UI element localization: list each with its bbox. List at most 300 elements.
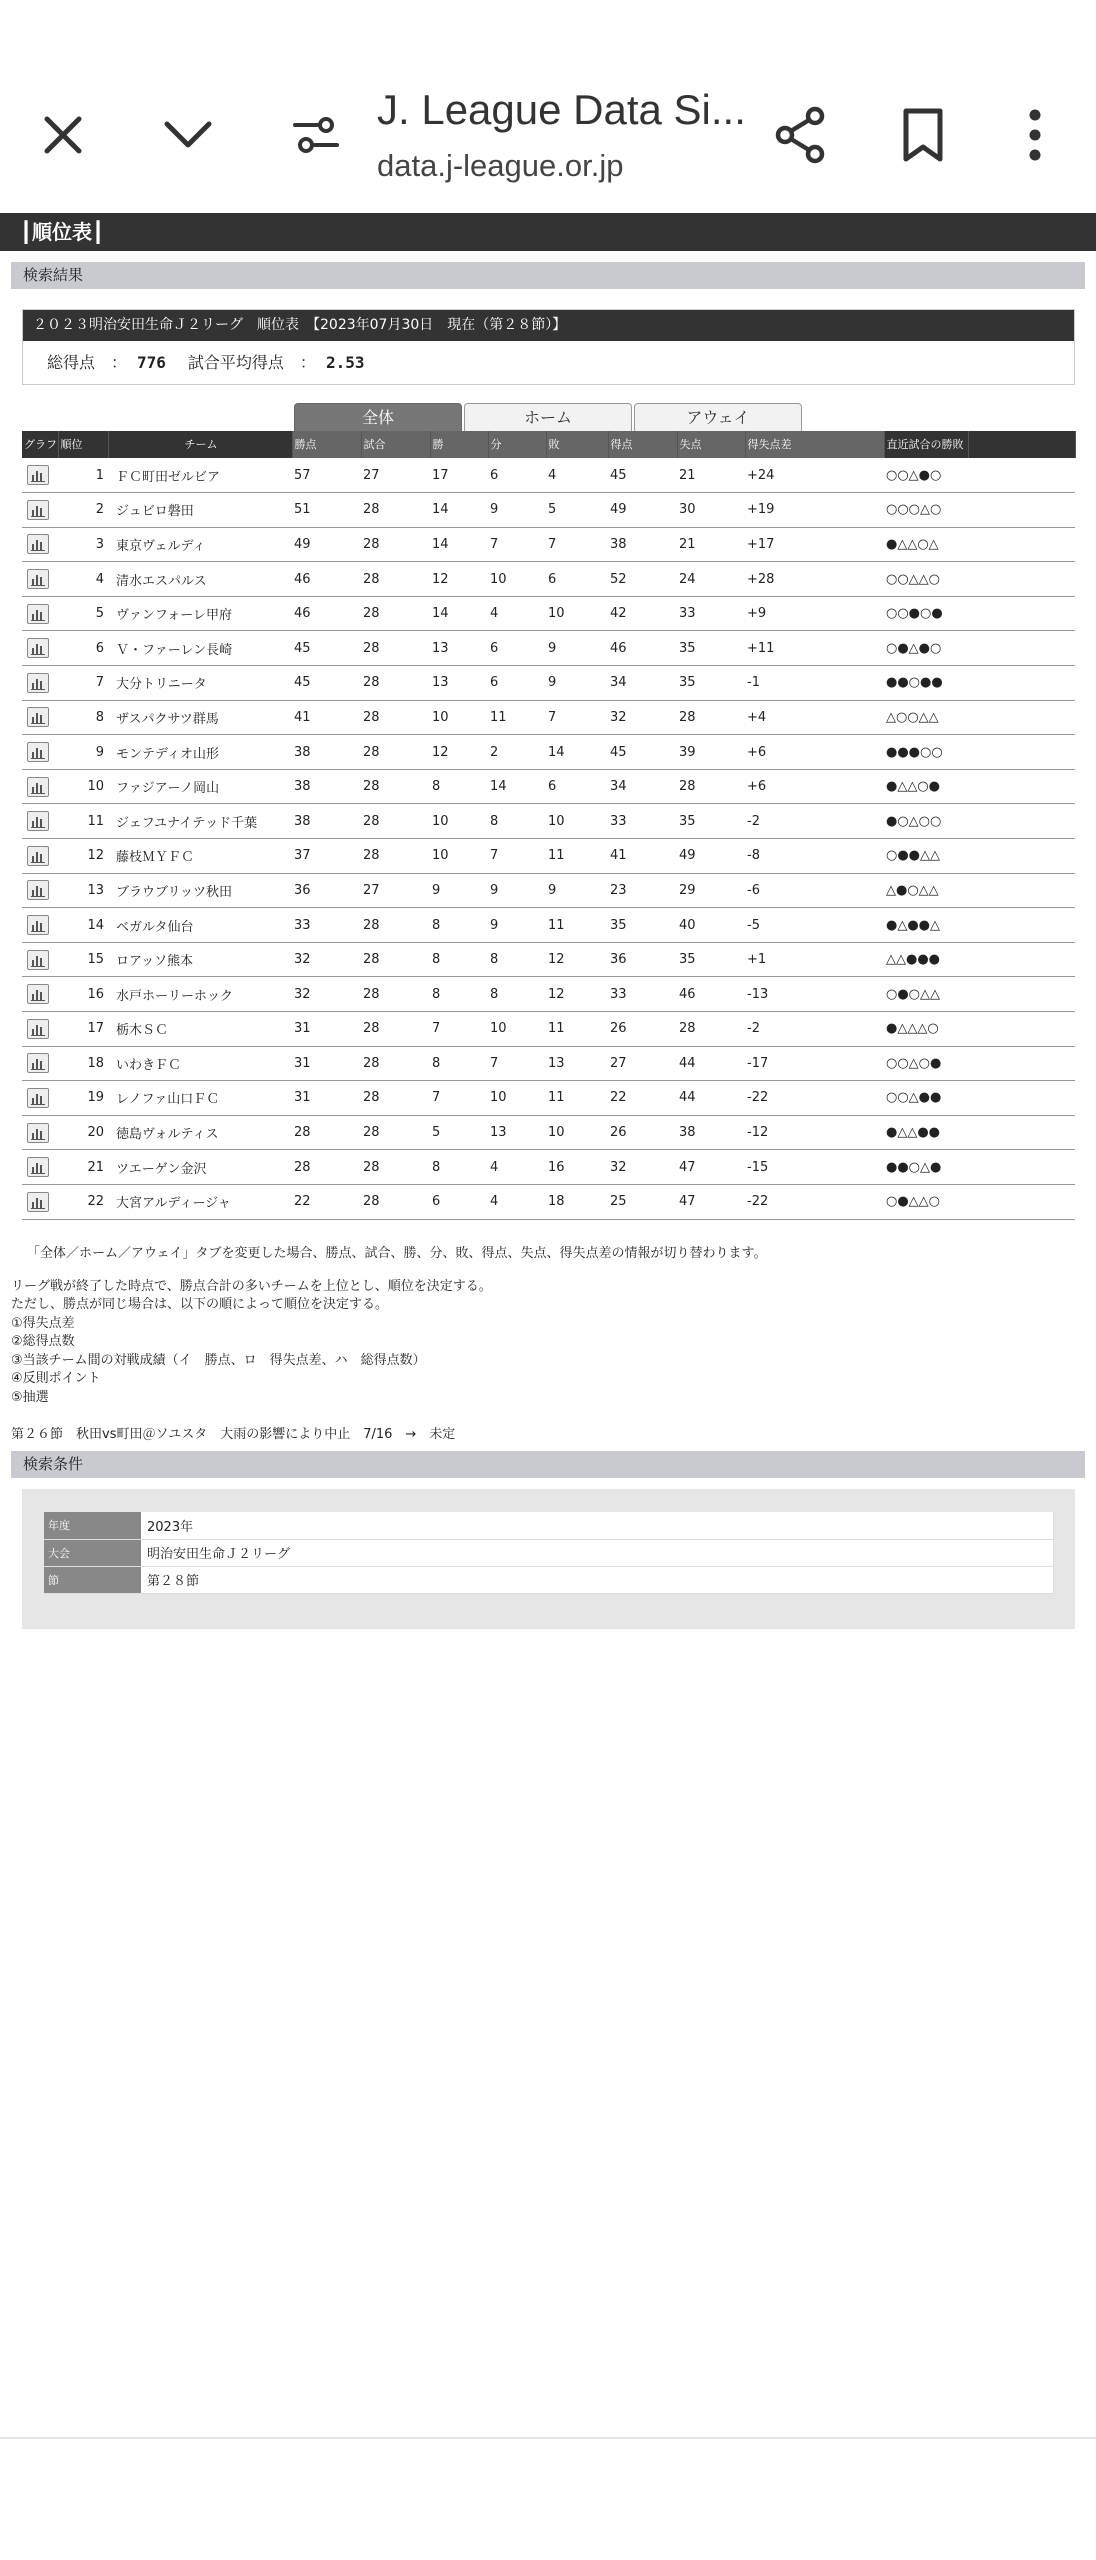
table-row	[22, 873, 1075, 908]
team-name[interactable]: 大宮アルディージャ	[108, 1184, 292, 1219]
graph-icon[interactable]	[27, 673, 49, 693]
recent-form-cell: △○○△△	[884, 700, 968, 735]
games-cell: 28	[361, 735, 430, 770]
draws-cell: 13	[488, 1115, 546, 1150]
recent-form-cell: ●●○●●	[884, 666, 968, 701]
games-cell: 28	[361, 493, 430, 528]
goals-for-cell: 34	[608, 769, 677, 804]
graph-cell	[22, 1184, 58, 1219]
goals-against-cell: 47	[677, 1184, 745, 1219]
graph-icon[interactable]	[27, 604, 49, 624]
losses-cell: 16	[546, 1150, 608, 1185]
team-name[interactable]: ジェフユナイテッド千葉	[108, 804, 292, 839]
rule-item: ⑤抽選	[11, 1389, 49, 1405]
graph-cell	[22, 769, 58, 804]
graph-icon[interactable]	[27, 1157, 49, 1177]
rank-cell: 16	[58, 977, 108, 1012]
tab-overall[interactable]: 全体	[294, 403, 462, 431]
team-name[interactable]: Ｖ・ファーレン長崎	[108, 631, 292, 666]
recent-form-cell: ○○△●○	[884, 458, 968, 493]
condition-row	[44, 1539, 1054, 1566]
graph-icon[interactable]	[27, 950, 49, 970]
goals-against-cell: 44	[677, 1046, 745, 1081]
notes-block	[11, 1245, 1081, 1407]
goals-against-cell: 21	[677, 458, 745, 493]
goal-difference-cell: -5	[745, 908, 884, 943]
draws-cell: 10	[488, 1012, 546, 1047]
rank-cell: 20	[58, 1115, 108, 1150]
browser-toolbar	[0, 0, 1096, 210]
goals-for-cell: 42	[608, 596, 677, 631]
search-conditions-label: 検索条件	[11, 1451, 1085, 1478]
goals-for-cell: 38	[608, 527, 677, 562]
rule-item: ①得失点差	[11, 1315, 75, 1331]
page-title[interactable]: J. League Data Si...	[377, 86, 746, 133]
page-settings-icon[interactable]	[283, 102, 349, 168]
goals-against-cell: 35	[677, 666, 745, 701]
table-row	[22, 527, 1075, 562]
recent-form-cell: ●△△△○	[884, 1012, 968, 1047]
graph-cell	[22, 596, 58, 631]
losses-cell: 18	[546, 1184, 608, 1219]
draws-cell: 2	[488, 735, 546, 770]
team-name[interactable]: ロアッソ熊本	[108, 942, 292, 977]
graph-icon[interactable]	[27, 638, 49, 658]
goal-difference-cell: -22	[745, 1081, 884, 1116]
graph-icon[interactable]	[27, 1088, 49, 1108]
avg-goals-value: 2.53	[325, 353, 365, 372]
table-row	[22, 631, 1075, 666]
graph-icon[interactable]	[27, 534, 49, 554]
graph-icon[interactable]	[27, 569, 49, 589]
points-cell: 49	[292, 527, 361, 562]
graph-icon[interactable]	[27, 742, 49, 762]
recent-form-cell: ●△△○●	[884, 769, 968, 804]
team-name[interactable]: ブラウブリッツ秋田	[108, 873, 292, 908]
recent-form-cell: ○○△●●	[884, 1081, 968, 1116]
standings-body	[22, 458, 1075, 1219]
rank-cell: 15	[58, 942, 108, 977]
recent-form-cell: ○○○△○	[884, 493, 968, 528]
view-tabs	[294, 403, 804, 431]
graph-icon[interactable]	[27, 465, 49, 485]
col-goal-difference[interactable]: 得失点差	[745, 431, 884, 458]
search-results-label: 検索結果	[11, 262, 1085, 289]
summary-title: ２０２３明治安田生命Ｊ２リーグ 順位表 【2023年07月30日 現在（第２８節）】	[23, 310, 1074, 341]
wins-cell: 10	[430, 804, 488, 839]
blank-cell	[968, 873, 1075, 908]
goal-difference-cell: +17	[745, 527, 884, 562]
graph-icon[interactable]	[27, 1123, 49, 1143]
points-cell: 22	[292, 1184, 361, 1219]
table-row	[22, 1012, 1075, 1047]
table-row	[22, 1046, 1075, 1081]
goals-against-cell: 33	[677, 596, 745, 631]
games-cell: 28	[361, 977, 430, 1012]
col-losses[interactable]: 敗	[546, 431, 608, 458]
goal-difference-cell: +4	[745, 700, 884, 735]
more-options-icon[interactable]	[1000, 100, 1070, 170]
draws-cell: 4	[488, 1184, 546, 1219]
goals-for-cell: 26	[608, 1012, 677, 1047]
condition-key: 大会	[44, 1539, 141, 1566]
graph-cell	[22, 735, 58, 770]
rank-cell: 1	[58, 458, 108, 493]
blank-cell	[968, 769, 1075, 804]
draws-cell: 4	[488, 596, 546, 631]
graph-icon[interactable]	[27, 1053, 49, 1073]
goals-against-cell: 28	[677, 1012, 745, 1047]
draws-cell: 9	[488, 873, 546, 908]
draws-cell: 11	[488, 700, 546, 735]
goal-difference-cell: +9	[745, 596, 884, 631]
rank-cell: 3	[58, 527, 108, 562]
points-cell: 41	[292, 700, 361, 735]
close-icon[interactable]	[30, 102, 96, 168]
blank-cell	[968, 1081, 1075, 1116]
bookmark-icon[interactable]	[888, 100, 958, 170]
wins-cell: 8	[430, 977, 488, 1012]
points-cell: 37	[292, 839, 361, 874]
goals-for-cell: 49	[608, 493, 677, 528]
recent-form-cell: ○○△○●	[884, 1046, 968, 1081]
rank-cell: 19	[58, 1081, 108, 1116]
page-heading: ┃順位表┃	[0, 213, 1096, 251]
goal-difference-cell: -13	[745, 977, 884, 1012]
losses-cell: 9	[546, 666, 608, 701]
col-games[interactable]: 試合	[361, 431, 430, 458]
team-name[interactable]: ベガルタ仙台	[108, 908, 292, 943]
blank-cell	[968, 942, 1075, 977]
team-name[interactable]: ツエーゲン金沢	[108, 1150, 292, 1185]
losses-cell: 11	[546, 1081, 608, 1116]
goals-against-cell: 28	[677, 700, 745, 735]
goals-against-cell: 29	[677, 873, 745, 908]
losses-cell: 11	[546, 908, 608, 943]
goal-difference-cell: +19	[745, 493, 884, 528]
goals-for-cell: 33	[608, 804, 677, 839]
graph-icon[interactable]	[27, 707, 49, 727]
col-team[interactable]: チーム	[108, 431, 292, 458]
games-cell: 28	[361, 1150, 430, 1185]
wins-cell: 6	[430, 1184, 488, 1219]
rule-text-1: リーグ戦が終了した時点で、勝点合計の多いチームを上位とし、順位を決定する。	[11, 1278, 492, 1294]
col-graph: グラフ	[22, 431, 58, 458]
rank-cell: 17	[58, 1012, 108, 1047]
col-goals-against[interactable]: 失点	[677, 431, 745, 458]
points-cell: 45	[292, 631, 361, 666]
losses-cell: 10	[546, 596, 608, 631]
goals-against-cell: 40	[677, 908, 745, 943]
blank-cell	[968, 562, 1075, 597]
losses-cell: 7	[546, 700, 608, 735]
table-row	[22, 804, 1075, 839]
graph-cell	[22, 1046, 58, 1081]
team-name[interactable]: 東京ヴェルディ	[108, 527, 292, 562]
blank-cell	[968, 839, 1075, 874]
graph-icon[interactable]	[27, 500, 49, 520]
team-name[interactable]: 水戸ホーリーホック	[108, 977, 292, 1012]
wins-cell: 14	[430, 527, 488, 562]
goal-difference-cell: -8	[745, 839, 884, 874]
team-name[interactable]: ジュビロ磐田	[108, 493, 292, 528]
total-goals-value: 776	[137, 353, 166, 372]
draws-cell: 14	[488, 769, 546, 804]
draws-cell: 10	[488, 1081, 546, 1116]
goals-for-cell: 36	[608, 942, 677, 977]
losses-cell: 14	[546, 735, 608, 770]
team-name[interactable]: ファジアーノ岡山	[108, 769, 292, 804]
condition-row	[44, 1566, 1054, 1593]
blank-cell	[968, 1184, 1075, 1219]
wins-cell: 7	[430, 1012, 488, 1047]
points-cell: 28	[292, 1115, 361, 1150]
graph-cell	[22, 527, 58, 562]
table-row	[22, 596, 1075, 631]
games-cell: 28	[361, 1046, 430, 1081]
wins-cell: 14	[430, 596, 488, 631]
games-cell: 28	[361, 527, 430, 562]
games-cell: 28	[361, 908, 430, 943]
graph-cell	[22, 942, 58, 977]
graph-cell	[22, 562, 58, 597]
tab-home[interactable]: ホーム	[464, 403, 632, 431]
games-cell: 28	[361, 839, 430, 874]
tab-note: 「全体／ホーム／アウェイ」タブを変更した場合、勝点、試合、勝、分、敗、得点、失点、得失点差の情報が切り替わります。	[27, 1246, 767, 1261]
recent-form-cell: ○●△●○	[884, 631, 968, 666]
total-goals-label: 総得点 ：	[47, 353, 128, 372]
team-name[interactable]: 栃木ＳＣ	[108, 1012, 292, 1047]
table-row	[22, 839, 1075, 874]
wins-cell: 8	[430, 1150, 488, 1185]
goals-for-cell: 45	[608, 735, 677, 770]
blank-cell	[968, 1115, 1075, 1150]
recent-form-cell: ●●●○○	[884, 735, 968, 770]
goals-against-cell: 30	[677, 493, 745, 528]
points-cell: 33	[292, 908, 361, 943]
goal-difference-cell: -12	[745, 1115, 884, 1150]
losses-cell: 9	[546, 631, 608, 666]
losses-cell: 10	[546, 1115, 608, 1150]
col-points[interactable]: 勝点	[292, 431, 361, 458]
rank-cell: 13	[58, 873, 108, 908]
blank-cell	[968, 1150, 1075, 1185]
team-name[interactable]: 藤枝ＭＹＦＣ	[108, 839, 292, 874]
points-cell: 28	[292, 1150, 361, 1185]
col-draws[interactable]: 分	[488, 431, 546, 458]
games-cell: 28	[361, 1115, 430, 1150]
draws-cell: 9	[488, 908, 546, 943]
graph-cell	[22, 458, 58, 493]
condition-key: 年度	[44, 1512, 141, 1539]
condition-value: 第２８節	[141, 1566, 1054, 1593]
goal-difference-cell: -22	[745, 1184, 884, 1219]
recent-form-cell: △●○△△	[884, 873, 968, 908]
recent-form-cell: ●△●●△	[884, 908, 968, 943]
blank-cell	[968, 1046, 1075, 1081]
graph-icon[interactable]	[27, 1019, 49, 1039]
rank-cell: 8	[58, 700, 108, 735]
losses-cell: 12	[546, 942, 608, 977]
wins-cell: 8	[430, 769, 488, 804]
table-row	[22, 666, 1075, 701]
share-icon[interactable]	[765, 100, 835, 170]
draws-cell: 7	[488, 1046, 546, 1081]
points-cell: 51	[292, 493, 361, 528]
wins-cell: 10	[430, 700, 488, 735]
graph-cell	[22, 631, 58, 666]
tab-away[interactable]: アウェイ	[634, 403, 802, 431]
condition-value: 明治安田生命Ｊ２リーグ	[141, 1539, 1054, 1566]
wins-cell: 14	[430, 493, 488, 528]
losses-cell: 13	[546, 1046, 608, 1081]
games-cell: 28	[361, 1081, 430, 1116]
losses-cell: 5	[546, 493, 608, 528]
losses-cell: 7	[546, 527, 608, 562]
graph-cell	[22, 1012, 58, 1047]
goals-for-cell: 25	[608, 1184, 677, 1219]
graph-icon[interactable]	[27, 777, 49, 797]
goal-difference-cell: +6	[745, 735, 884, 770]
points-cell: 31	[292, 1046, 361, 1081]
wins-cell: 8	[430, 908, 488, 943]
team-name[interactable]: レノファ山口ＦＣ	[108, 1081, 292, 1116]
condition-value: 2023年	[141, 1512, 1054, 1539]
goals-against-cell: 44	[677, 1081, 745, 1116]
losses-cell: 4	[546, 458, 608, 493]
graph-icon[interactable]	[27, 1192, 49, 1212]
losses-cell: 11	[546, 839, 608, 874]
graph-cell	[22, 666, 58, 701]
blank-cell	[968, 700, 1075, 735]
col-rank[interactable]: 順位	[58, 431, 108, 458]
table-row	[22, 700, 1075, 735]
goal-difference-cell: +1	[745, 942, 884, 977]
goals-against-cell: 24	[677, 562, 745, 597]
goal-difference-cell: -17	[745, 1046, 884, 1081]
goals-against-cell: 47	[677, 1150, 745, 1185]
rule-text-2: ただし、勝点が同じ場合は、以下の順によって順位を決定する。	[11, 1297, 389, 1312]
recent-form-cell: ●△△●●	[884, 1115, 968, 1150]
recent-form-cell: ●△△○△	[884, 527, 968, 562]
table-row	[22, 1115, 1075, 1150]
rank-cell: 11	[58, 804, 108, 839]
draws-cell: 6	[488, 631, 546, 666]
page-url[interactable]: data.j-league.or.jp	[377, 148, 624, 183]
team-name[interactable]: 清水エスパルス	[108, 562, 292, 597]
table-row	[22, 562, 1075, 597]
team-name[interactable]: ヴァンフォーレ甲府	[108, 596, 292, 631]
recent-form-cell: ○●△△○	[884, 1184, 968, 1219]
team-name[interactable]: 大分トリニータ	[108, 666, 292, 701]
blank-cell	[968, 527, 1075, 562]
goals-for-cell: 32	[608, 700, 677, 735]
col-wins[interactable]: 勝	[430, 431, 488, 458]
wins-cell: 7	[430, 1081, 488, 1116]
games-cell: 28	[361, 596, 430, 631]
graph-cell	[22, 873, 58, 908]
games-cell: 28	[361, 942, 430, 977]
graph-cell	[22, 1150, 58, 1185]
games-cell: 28	[361, 700, 430, 735]
graph-icon[interactable]	[27, 880, 49, 900]
points-cell: 38	[292, 735, 361, 770]
team-name[interactable]: ザスパクサツ群馬	[108, 700, 292, 735]
games-cell: 28	[361, 1184, 430, 1219]
goal-difference-cell: -2	[745, 1012, 884, 1047]
bottom-divider	[0, 2437, 1096, 2439]
graph-icon[interactable]	[27, 846, 49, 866]
table-row	[22, 1081, 1075, 1116]
graph-icon[interactable]	[27, 811, 49, 831]
search-conditions-box	[22, 1489, 1075, 1629]
losses-cell: 12	[546, 977, 608, 1012]
table-row	[22, 458, 1075, 493]
wins-cell: 9	[430, 873, 488, 908]
goals-against-cell: 21	[677, 527, 745, 562]
games-cell: 28	[361, 631, 430, 666]
recent-form-cell: ●●○△●	[884, 1150, 968, 1185]
blank-cell	[968, 493, 1075, 528]
team-name[interactable]: モンテディオ山形	[108, 735, 292, 770]
draws-cell: 4	[488, 1150, 546, 1185]
summary-stats	[23, 341, 1074, 385]
rank-cell: 9	[58, 735, 108, 770]
draws-cell: 8	[488, 804, 546, 839]
losses-cell: 9	[546, 873, 608, 908]
rank-cell: 18	[58, 1046, 108, 1081]
team-name[interactable]: いわきＦＣ	[108, 1046, 292, 1081]
goals-against-cell: 49	[677, 839, 745, 874]
draws-cell: 9	[488, 493, 546, 528]
games-cell: 28	[361, 666, 430, 701]
graph-icon[interactable]	[27, 984, 49, 1004]
graph-cell	[22, 700, 58, 735]
goal-difference-cell: +28	[745, 562, 884, 597]
goal-difference-cell: -15	[745, 1150, 884, 1185]
graph-icon[interactable]	[27, 915, 49, 935]
rule-item: ②総得点数	[11, 1334, 75, 1349]
games-cell: 28	[361, 769, 430, 804]
wins-cell: 12	[430, 735, 488, 770]
rank-cell: 12	[58, 839, 108, 874]
avg-goals-label: 試合平均得点 ：	[187, 353, 316, 372]
goals-for-cell: 45	[608, 458, 677, 493]
blank-cell	[968, 458, 1075, 493]
col-goals-for[interactable]: 得点	[608, 431, 677, 458]
table-row	[22, 908, 1075, 943]
team-name[interactable]: ＦＣ町田ゼルビア	[108, 458, 292, 493]
wins-cell: 10	[430, 839, 488, 874]
losses-cell: 10	[546, 804, 608, 839]
blank-cell	[968, 804, 1075, 839]
team-name[interactable]: 徳島ヴォルティス	[108, 1115, 292, 1150]
blank-cell	[968, 735, 1075, 770]
goals-for-cell: 41	[608, 839, 677, 874]
goals-against-cell: 35	[677, 804, 745, 839]
goals-for-cell: 22	[608, 1081, 677, 1116]
col-recent-form: 直近試合の勝敗	[884, 431, 968, 458]
graph-cell	[22, 839, 58, 874]
table-row	[22, 493, 1075, 528]
blank-cell	[968, 977, 1075, 1012]
chevron-down-icon[interactable]	[155, 102, 221, 168]
rank-cell: 10	[58, 769, 108, 804]
table-row	[22, 1184, 1075, 1219]
rank-cell: 21	[58, 1150, 108, 1185]
goal-difference-cell: +11	[745, 631, 884, 666]
wins-cell: 5	[430, 1115, 488, 1150]
